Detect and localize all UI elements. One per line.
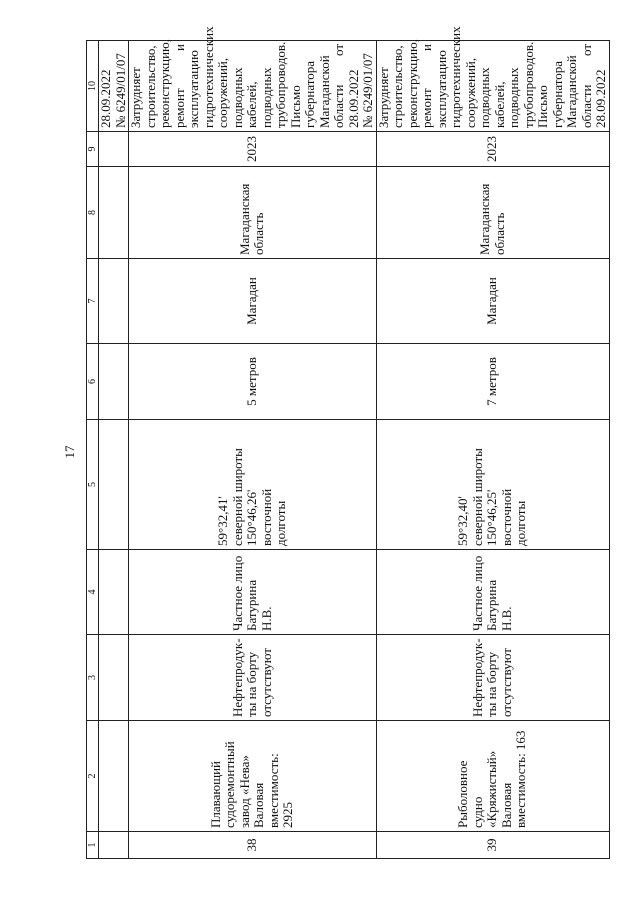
row-number: 39 xyxy=(376,832,609,859)
cargo-status: Нефтепродук- ты на борту отсутствуют xyxy=(376,635,609,721)
row-number: 38 xyxy=(129,832,377,859)
table-row xyxy=(376,41,609,859)
object-name: Рыболовное судно «Кряжистый» Валовая вместимость: 163 xyxy=(376,721,609,832)
note: Затрудняет строительство, реконструкцию, ремонт и эксплуатацию гидротехнических сооружений, подводных кабелей, подводных трубопроводов. Письмо губернатора Магаданской области от 28.09.2022 xyxy=(376,41,609,132)
coordinates: 59°32,40' северной широты 150°46,25' восточной долготы xyxy=(376,420,609,550)
city: Магадан xyxy=(376,259,609,344)
rotated-table-container xyxy=(86,26,608,859)
year: 2023 xyxy=(376,132,609,167)
coordinates: 59°32,41' северной широты 150°46,26' восточной долготы xyxy=(129,420,377,550)
col-header-3: 3 xyxy=(87,635,99,721)
continuation-note: 28.09.2022 № 6249/01/07 xyxy=(99,41,129,132)
col-header-7: 7 xyxy=(87,259,99,344)
owner: Частное лицо Батурина Н.В. xyxy=(376,550,609,635)
city: Магадан xyxy=(129,259,377,344)
note: Затрудняет строительство, реконструкцию, ремонт и эксплуатацию гидротехнических сооружений, подводных кабелей, подводных трубопроводов. Письмо губернатора Магаданской области от 28.09.2022 № 6249/01/07 xyxy=(129,41,377,132)
col-header-4: 4 xyxy=(87,550,99,635)
cargo-status: Нефтепродук- ты на борту отсутствуют xyxy=(129,635,377,721)
page-number: 17 xyxy=(62,445,77,459)
col-header-1: 1 xyxy=(87,832,99,859)
col-header-9: 9 xyxy=(87,132,99,167)
register-table xyxy=(86,26,610,859)
region: Магаданская область xyxy=(129,167,377,259)
depth: 7 метров xyxy=(376,344,609,420)
continuation-row xyxy=(99,41,129,859)
col-header-5: 5 xyxy=(87,420,99,550)
object-name: Плавающий судоремонтный завод «Нева» Валовая вместимость: 2925 xyxy=(129,721,377,832)
depth: 5 метров xyxy=(129,344,377,420)
col-header-2: 2 xyxy=(87,721,99,832)
year: 2023 xyxy=(129,132,377,167)
col-header-10: 10 xyxy=(87,41,99,132)
col-header-6: 6 xyxy=(87,344,99,420)
region: Магаданская область xyxy=(376,167,609,259)
column-number-row xyxy=(87,41,99,859)
owner: Частное лицо Батурина Н.В. xyxy=(129,550,377,635)
table-row xyxy=(129,41,377,859)
col-header-8: 8 xyxy=(87,167,99,259)
